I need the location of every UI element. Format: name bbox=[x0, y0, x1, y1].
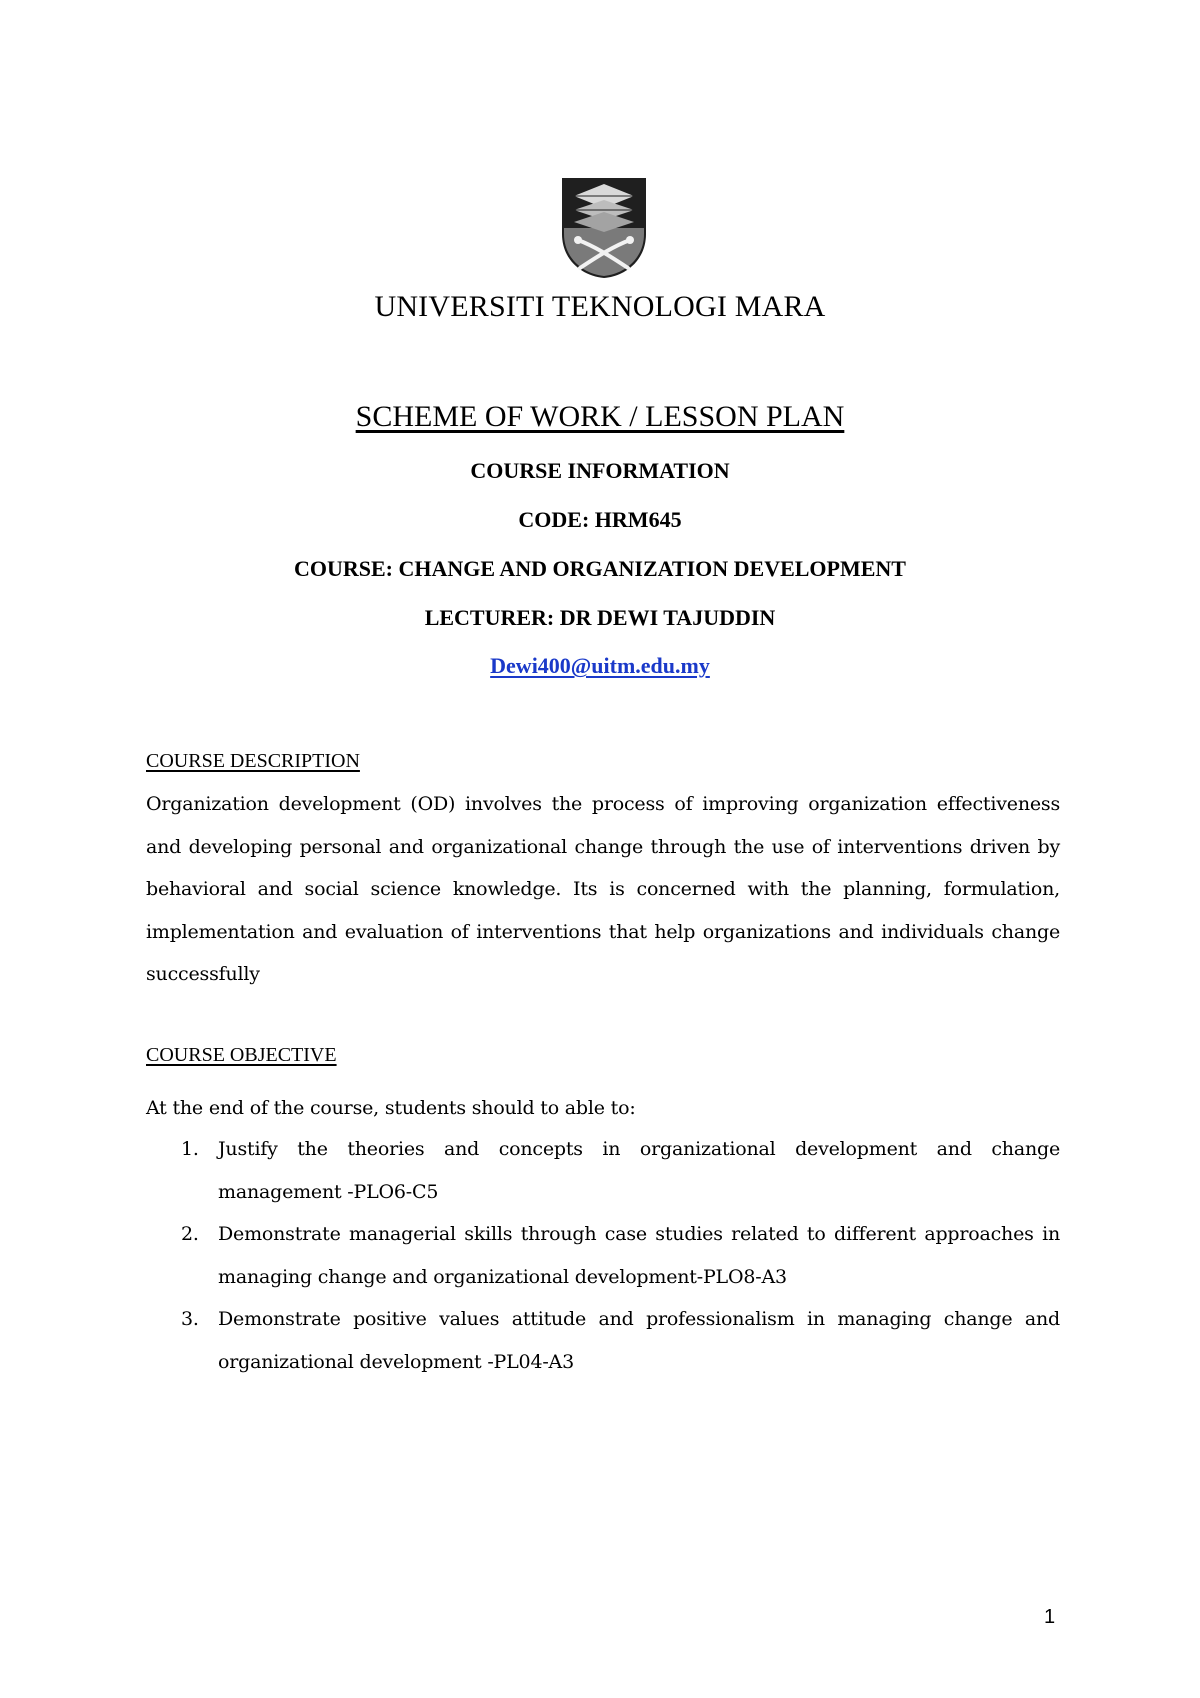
objective-list bbox=[146, 1128, 1060, 1383]
list-item bbox=[146, 1213, 1060, 1298]
list-item bbox=[146, 1298, 1060, 1383]
course-description-text: Organization development (OD) involves the process of improving organization effectiveness and developing personal and organizational change through the use of interventions driven by behavioral and social science knowledge. Its is concerned with the planning, formulation, implementation and evaluation of interventions that help organizations and individuals change successfully bbox=[146, 793, 1060, 985]
list-item-text: Justify the theories and concepts in organizational development and change management -PLO6-C5 bbox=[218, 1138, 1060, 1203]
list-item-text: Demonstrate managerial skills through case studies related to different approaches in managing change and organizational development-PLO8-A3 bbox=[218, 1223, 1060, 1288]
lecturer-name: LECTURER: DR DEWI TAJUDDIN bbox=[424, 605, 776, 630]
lecturer-email-link[interactable]: Dewi400@uitm.edu.my bbox=[490, 653, 710, 678]
course-objective-intro: At the end of the course, students should to able to: bbox=[146, 1097, 636, 1119]
uitm-crest-icon bbox=[560, 176, 648, 280]
course-objective-heading: COURSE OBJECTIVE bbox=[146, 1044, 337, 1066]
list-item-number: 1. bbox=[181, 1138, 199, 1160]
page-number: 1 bbox=[1044, 1606, 1056, 1628]
list-item bbox=[146, 1128, 1060, 1213]
university-name: UNIVERSITI TEKNOLOGI MARA bbox=[374, 290, 826, 323]
list-item-number: 3. bbox=[181, 1308, 199, 1330]
course-information-heading: COURSE INFORMATION bbox=[470, 458, 730, 483]
course-name: COURSE: CHANGE AND ORGANIZATION DEVELOPMENT bbox=[294, 556, 906, 581]
list-item-text: Demonstrate positive values attitude and professionalism in managing change and organizational development -PL04-A3 bbox=[218, 1308, 1060, 1373]
document-title: SCHEME OF WORK / LESSON PLAN bbox=[355, 400, 845, 433]
course-description-heading: COURSE DESCRIPTION bbox=[146, 750, 360, 772]
course-code: CODE: HRM645 bbox=[518, 507, 682, 532]
list-item-number: 2. bbox=[181, 1223, 199, 1245]
